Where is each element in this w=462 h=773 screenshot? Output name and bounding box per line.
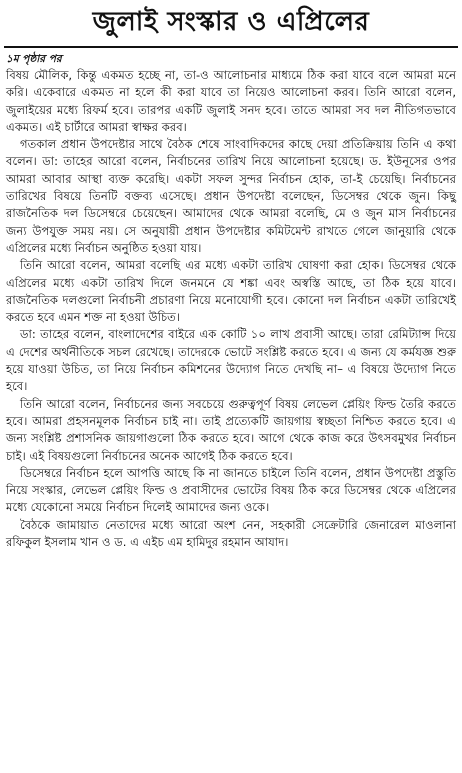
paragraph-1: বিষয় মৌলিক, কিন্তু একমত হচ্ছে না, তা-ও আলোচনার মাধ্যমে ঠিক করা যাবে বলে আমরা মনে করি। একেবারে একমত না হলে কী করা যাবে তা নিয়েও আলোচনা করব। তিনি আরো বলেন, জুলাইয়ের মধ্যে রিফর্ম হবে। তারপর একটি জুলাই সনদ হবে। তাতে আমরা সব দল নীতিগতভাবে একমত। এই চার্টারে আমরা স্বাক্ষর করব। bbox=[6, 68, 456, 134]
paragraph-4: ডা: তাহের বলেন, বাংলাদেশের বাইরে এক কোটি ১০ লাখ প্রবাসী আছে। তারা রেমিট্যান্স দিয়ে এ দেশের অর্থনীতিকে সচল রেখেছে। তাদেরকে ভোটে সংশ্লিষ্ট করতে হবে। এ জন্য যে কর্মযজ্ঞ শুরু হয়ে যাওয়া উচিত, তা নিয়ে নির্বাচন কমিশনের উদ্যোগ নিতে দেখছি না– এ বিষয়ে উদ্যোগ নিতে হবে। bbox=[6, 327, 456, 394]
headline: জুলাই সংস্কার ও এপ্রিলের bbox=[92, 7, 370, 37]
article-body bbox=[0, 67, 462, 551]
paragraph-5: তিনি আরো বলেন, নির্বাচনের জন্য সবচেয়ে গুরুত্বপূর্ণ বিষয় লেভেল প্লেয়িং ফিল্ড তৈরি করতে হবে। আমরা প্রহসনমূলক নির্বাচন চাই না। তাই প্রত্যেকটি জায়গায় স্বচ্ছতা নিশ্চিত করতে হবে। এ জন্য সংশ্লিষ্ট প্রশাসনিক জায়গাগুলো ঠিক করতে হবে। আগে থেকে কাজ করে উৎসবমুখর নির্বাচন চাই। এই বিষয়গুলো নির্বাচনের অনেক আগেই ঠিক করতে হবে। bbox=[6, 396, 456, 463]
paragraph-7: বৈঠকে জামায়াত নেতাদের মধ্যে আরো অংশ নেন, সহকারী সেক্রেটারি জেনারেল মাওলানা রফিকুল ইসলাম খান ও ড. এ এইচ এম হামিদুর রহমান আযাদ। bbox=[6, 517, 456, 550]
paragraph-3: তিনি আরো বলেন, আমরা বলেছি এর মধ্যে একটা তারিখ ঘোষণা করা হোক। ডিসেম্বর থেকে এপ্রিলের মধ্যে একটা তারিখ দিলে জনমনে যে শঙ্কা এবং অস্বস্তি আছে, তা ঠিক হয়ে যাবে। রাজনৈতিক দলগুলো নির্বাচনী প্রচারণা নিয়ে মনোযোগী হবে। কোনো দল নির্বাচন একটা তারিখেই করতে হবে এমন শক্ত না হওয়া উচিত। bbox=[6, 258, 456, 325]
continuation-label: ১ম পৃষ্ঠার পর bbox=[6, 53, 62, 65]
paragraph-2: গতকাল প্রধান উপদেষ্টার সাথে বৈঠক শেষে সাংবাদিকদের কাছে দেয়া প্রতিক্রিয়ায় তিনি এ কথা বলেন। ডা: তাহের আরো বলেন, নির্বাচনের তারিখ নিয়ে আলোচনা হয়েছে। ড. ইউনূসের ওপর আমরা আবার আস্থা ব্যক্ত করেছি। একটা সফল সুন্দর নির্বাচন হোক, তা-ই চেয়েছি। নির্বাচনের তারিখের বিষয়ে তিনটি বক্তব্য এসেছে। প্রধান উপদেষ্টা বলেছেন, ডিসেম্বর থেকে জুন। কিছু রাজনৈতিক দল ডিসেম্বরে চেয়েছেন। আমাদের থেকে আমরা বলেছি, মে ও জুন মাস নির্বাচনের জন্য উপযুক্ত সময় নয়। সে অনুযায়ী প্রধান উপদেষ্টার কমিটমেন্ট রাখতে গেলে জানুয়ারি থেকে এপ্রিলের মধ্যে নির্বাচন অনুষ্ঠিত হওয়া যায়। bbox=[6, 137, 456, 255]
paragraph-6: ডিসেম্বরে নির্বাচন হলে আপত্তি আছে কি না জানতে চাইলে তিনি বলেন, প্রধান উপদেষ্টা প্রস্তুতি নিয়ে সংস্কার, লেভেল প্লেয়িং ফিল্ড ও প্রবাসীদের ভোটের বিষয় ঠিক করে ডিসেম্বর থেকে এপ্রিলের মধ্যে যেকোনো সময়ে নির্বাচন দিলেই আমাদের জন্য ওকে। bbox=[6, 465, 456, 515]
headline-rule bbox=[4, 46, 458, 48]
